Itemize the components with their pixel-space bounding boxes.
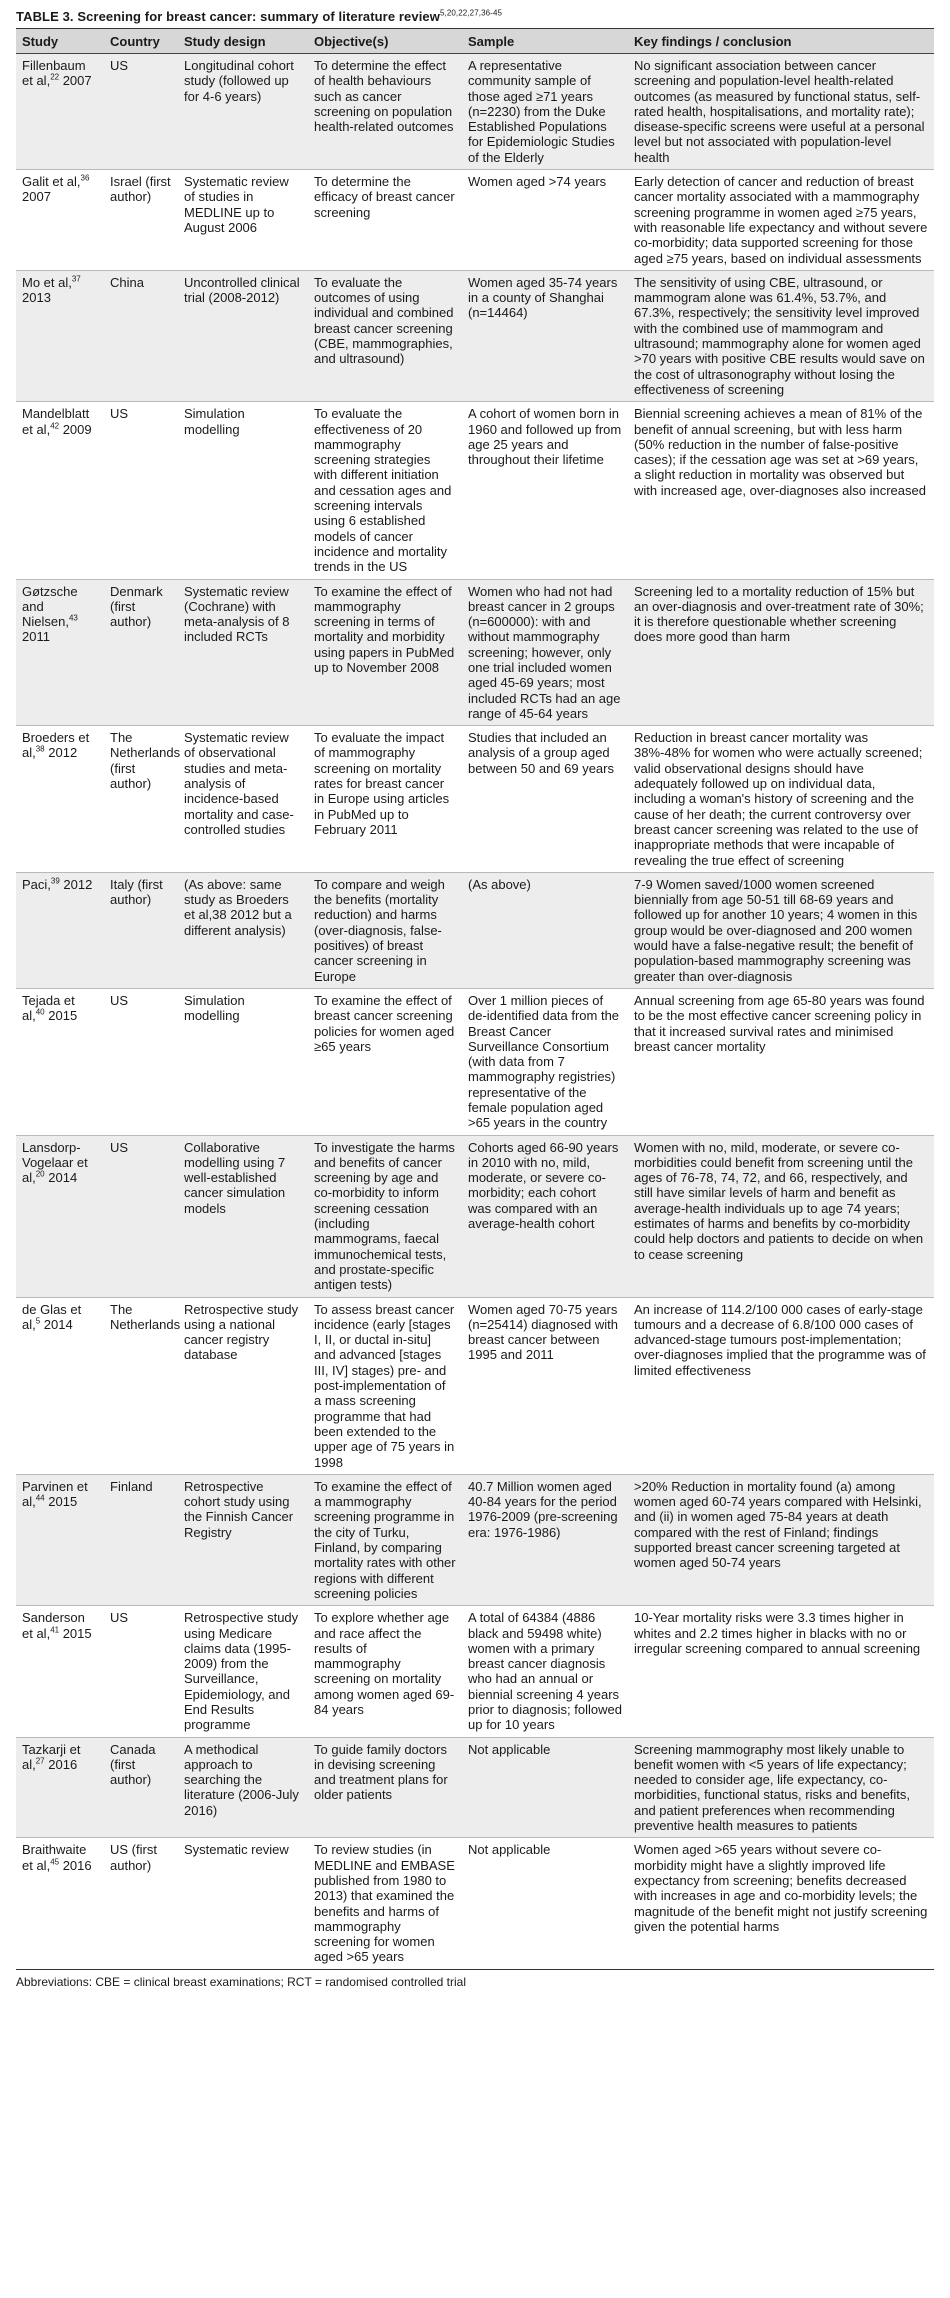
study-year: 2016 xyxy=(44,1756,78,1772)
study-author: Mandelblatt et al, xyxy=(22,406,90,437)
study-cell xyxy=(16,1606,104,1737)
sample-cell: Cohorts aged 66-90 years in 2010 with no, mild, moderate, or severe co-morbidity; each cohort was compared with an average-health cohort xyxy=(462,1135,628,1297)
key-findings-cell: Screening mammography most likely unable to benefit women with <5 years of life expectancy; needed to consider age, life expectancy, co-morbidities, functional status, risks and benefits, and patient preferences when recommending preventive health measures to patients xyxy=(628,1737,934,1838)
study-year: 2016 xyxy=(59,1857,92,1873)
study-design-cell: Retrospective study using Medicare claims data (1995-2009) from the Surveillance, Epidemiology, and End Results programme xyxy=(178,1606,308,1737)
study-reference: 5 xyxy=(35,1316,41,1326)
study-year: 2007 xyxy=(59,73,92,89)
study-year: 2015 xyxy=(44,1494,78,1510)
study-cell xyxy=(16,402,104,579)
key-findings-cell: An increase of 114.2/100 000 cases of early-stage tumours and a decrease of 6.8/100 000 cases of advanced-stage tumours post-implementation; over-diagnoses implied that the programme was of limited effectiveness xyxy=(628,1297,934,1474)
study-cell xyxy=(16,988,104,1135)
study-author: Braithwaite et al, xyxy=(22,1842,87,1873)
objective-cell: To examine the effect of breast cancer screening policies for women aged ≥65 years xyxy=(308,988,462,1135)
study-cell xyxy=(16,1838,104,1969)
caption-text: TABLE 3. Screening for breast cancer: summary of literature review xyxy=(16,9,440,24)
study-year: 2013 xyxy=(22,290,51,306)
objective-cell: To determine the effect of health behaviours such as cancer screening on population health-related outcomes xyxy=(308,54,462,170)
objective-cell: To guide family doctors in devising screening and treatment plans for older patients xyxy=(308,1737,462,1838)
column-header-sample: Sample xyxy=(462,29,628,54)
column-header-objectives: Objective(s) xyxy=(308,29,462,54)
key-findings-cell: 10-Year mortality risks were 3.3 times higher in whites and 2.2 times higher in blacks with no or irregular screening compared to annual screening xyxy=(628,1606,934,1737)
study-year: 2015 xyxy=(59,1625,92,1641)
study-author: Parvinen et al, xyxy=(22,1478,88,1510)
table-row xyxy=(16,726,934,873)
sample-cell: A total of 64384 (4886 black and 59498 white) women with a primary breast cancer diagnosis who had an annual or biennial screening 4 years prior to diagnosis; followed up for 10 years xyxy=(462,1606,628,1737)
sample-cell: 40.7 Million women aged 40-84 years for the period 1976-2009 (pre-screening era: 1976-1986) xyxy=(462,1474,628,1605)
study-design-cell: Systematic review xyxy=(178,1838,308,1969)
study-reference: 36 xyxy=(80,173,90,183)
study-reference: 45 xyxy=(50,1857,60,1867)
study-author: Tejada et al, xyxy=(22,992,75,1024)
study-design-cell: Systematic review (Cochrane) with meta-analysis of 8 included RCTs xyxy=(178,579,308,726)
table-row xyxy=(16,170,934,271)
study-design-cell: Collaborative modelling using 7 well-established cancer simulation models xyxy=(178,1135,308,1297)
study-reference: 42 xyxy=(50,421,60,431)
country-cell: China xyxy=(104,270,178,401)
study-cell xyxy=(16,579,104,726)
sample-cell: Women who had not had breast cancer in 2 groups (n=600000): with and without mammography screening; however, only one trial included women aged 45-69 years; most included RCTs had an age range of 45-64 years xyxy=(462,579,628,726)
sample-cell: Over 1 million pieces of de-identified data from the Breast Cancer Surveillance Consortium (with data from 7 mammography registries) representative of the female population aged >65 years in the country xyxy=(462,988,628,1135)
study-design-cell: Retrospective study using a national cancer registry database xyxy=(178,1297,308,1474)
caption-refs: 5,20,22,27,36-45 xyxy=(439,8,503,18)
study-reference: 38 xyxy=(35,745,45,755)
study-year: 2014 xyxy=(40,1316,73,1332)
table-row xyxy=(16,1838,934,1969)
sample-cell: Not applicable xyxy=(462,1838,628,1969)
objective-cell: To compare and weigh the benefits (mortality reduction) and harms (over-diagnosis, false-positives) of breast cancer screening in Europe xyxy=(308,872,462,988)
table-row xyxy=(16,402,934,579)
country-cell: US xyxy=(104,1135,178,1297)
column-header-study-design: Study design xyxy=(178,29,308,54)
objective-cell: To evaluate the outcomes of using individual and combined breast cancer screening (CBE, mammographies, and ultrasound) xyxy=(308,270,462,401)
objective-cell: To explore whether age and race affect the results of mammography screening on mortality among women aged 69-84 years xyxy=(308,1606,462,1737)
table-row xyxy=(16,1606,934,1737)
study-design-cell: Simulation modelling xyxy=(178,988,308,1135)
study-cell xyxy=(16,54,104,170)
study-author: Gøtzsche and Nielsen, xyxy=(22,583,78,630)
table-row xyxy=(16,1737,934,1838)
country-cell: US (first author) xyxy=(104,1838,178,1969)
key-findings-cell: Screening led to a mortality reduction of 15% but an over-diagnosis and over-treatment rate of 30%; it is therefore questionable whether screening does more good than harm xyxy=(628,579,934,726)
country-cell: The Netherlands (first author) xyxy=(104,726,178,873)
objective-cell: To examine the effect of a mammography screening programme in the city of Turku, Finland, by comparing mortality rates with other regions with different screening policies xyxy=(308,1474,462,1605)
study-year: 2012 xyxy=(44,745,78,761)
study-year: 2015 xyxy=(44,1008,78,1024)
sample-cell: Women aged >74 years xyxy=(462,170,628,271)
study-design-cell: Uncontrolled clinical trial (2008-2012) xyxy=(178,270,308,401)
study-design-cell: (As above: same study as Broeders et al,38 2012 but a different analysis) xyxy=(178,872,308,988)
objective-cell: To evaluate the effectiveness of 20 mammography screening strategies with different initiation and cessation ages and screening intervals using 6 established models of cancer incidence and mortality trends in the US xyxy=(308,402,462,579)
column-header-key-findings: Key findings / conclusion xyxy=(628,29,934,54)
objective-cell: To assess breast cancer incidence (early [stages I, II, or ductal in-situ] and advanced [stages III, IV] stages) pre- and post-implementation of a mass screening programme that had been extended to the upper age of 75 years in 1998 xyxy=(308,1297,462,1474)
study-reference: 39 xyxy=(50,876,60,886)
table-row xyxy=(16,988,934,1135)
study-year: 2014 xyxy=(44,1170,78,1186)
key-findings-cell: The sensitivity of using CBE, ultrasound, or mammogram alone was 61.4%, 53.7%, and 67.3%, respectively; the sensitivity level improved with the combined use of mammogram and ultrasound; mammography alone for women aged >70 years with positive CBE results would save on the cost of ultrasonography without losing the effectiveness of screening xyxy=(628,270,934,401)
objective-cell: To examine the effect of mammography screening in terms of mortality and morbidity using papers in PubMed up to November 2008 xyxy=(308,579,462,726)
study-year: 2007 xyxy=(22,189,51,205)
country-cell: US xyxy=(104,54,178,170)
study-design-cell: Longitudinal cohort study (followed up for 4-6 years) xyxy=(178,54,308,170)
table-row xyxy=(16,54,934,170)
study-reference: 27 xyxy=(35,1756,45,1766)
study-cell xyxy=(16,170,104,271)
study-reference: 37 xyxy=(71,274,81,284)
country-cell: Italy (first author) xyxy=(104,872,178,988)
table-row xyxy=(16,872,934,988)
abbreviations-note: Abbreviations: CBE = clinical breast examinations; RCT = randomised controlled trial xyxy=(16,1974,466,1989)
table-container xyxy=(16,6,934,1989)
study-author: Paci, xyxy=(22,876,51,892)
study-year: 2012 xyxy=(59,876,93,892)
study-author: Tazkarji et al, xyxy=(22,1741,81,1772)
key-findings-cell: Annual screening from age 65-80 years was found to be the most effective cancer screening policy in that it increased survival rates and minimised breast cancer mortality xyxy=(628,988,934,1135)
table-caption xyxy=(16,6,934,28)
objective-cell: To investigate the harms and benefits of cancer screening by age and co-morbidity to inform screening cessation (including mammograms, faecal immunochemical tests, and prostate-specific antigen tests) xyxy=(308,1135,462,1297)
country-cell: The Netherlands xyxy=(104,1297,178,1474)
sample-cell: Women aged 35-74 years in a county of Shanghai (n=14464) xyxy=(462,270,628,401)
country-cell: US xyxy=(104,988,178,1135)
table-row xyxy=(16,579,934,726)
study-cell xyxy=(16,1737,104,1838)
study-design-cell: Systematic review of observational studies and meta-analysis of incidence-based mortality and case-controlled studies xyxy=(178,726,308,873)
objective-cell: To determine the efficacy of breast cancer screening xyxy=(308,170,462,271)
sample-cell: Women aged 70-75 years (n=25414) diagnosed with breast cancer between 1995 and 2011 xyxy=(462,1297,628,1474)
key-findings-cell: >20% Reduction in mortality found (a) among women aged 60-74 years compared with Helsinki, and (ii) in women aged 75-84 years at death compared with the rest of Finland; findings supported breast cancer screening targeted at women aged 50-74 years xyxy=(628,1474,934,1605)
key-findings-cell: 7-9 Women saved/1000 women screened biennially from age 50-51 till 68-69 years and followed up for another 10 years; 4 women in this group would be over-diagnosed and 200 women would have a false-negative result; the benefit of population-based mammography screening was greater than over-diagnosis xyxy=(628,872,934,988)
sample-cell: Studies that included an analysis of a group aged between 50 and 69 years xyxy=(462,726,628,873)
study-reference: 22 xyxy=(50,72,60,82)
study-author: Broeders et al, xyxy=(22,730,90,761)
key-findings-cell: Reduction in breast cancer mortality was 38%-48% for women who were actually screened; valid observational designs should have adequately followed up on individual data, including a woman's history of screening and the cause of her death; the current controversy over breast cancer screening was related to the use of inappropriate methods that were incapable of revealing the true effect of screening xyxy=(628,726,934,873)
sample-cell: A cohort of women born in 1960 and followed up from age 25 years and throughout their lifetime xyxy=(462,402,628,579)
key-findings-cell: Early detection of cancer and reduction of breast cancer mortality associated with a mammography screening programme in women aged ≥75 years, with reasonable life expectancy and without severe co-morbidity; data supported screening for those aged ≥75 years, based on individual assessments xyxy=(628,170,934,271)
study-author: Lansdorp-Vogelaar et al, xyxy=(22,1139,88,1186)
study-cell xyxy=(16,1297,104,1474)
study-author: de Glas et al, xyxy=(22,1301,82,1332)
key-findings-cell: Biennial screening achieves a mean of 81% of the benefit of annual screening, but with less harm (50% reduction in the number of false-positive cases); if the cessation age was set at >69 years, a slight reduction in mortality was observed but with increased age, over-diagnoses also increased xyxy=(628,402,934,579)
study-year: 2011 xyxy=(22,629,50,645)
country-cell: US xyxy=(104,402,178,579)
objective-cell: To review studies (in MEDLINE and EMBASE published from 1980 to 2013) that examined the benefits and harms of mammography screening for women aged >65 years xyxy=(308,1838,462,1969)
study-design-cell: Simulation modelling xyxy=(178,402,308,579)
study-author: Galit et al, xyxy=(22,174,81,190)
literature-review-table xyxy=(16,28,934,1970)
sample-cell: A representative community sample of those aged ≥71 years (n=2230) from the Duke Established Populations for Epidemiologic Studies of the Elderly xyxy=(462,54,628,170)
study-author: Sanderson et al, xyxy=(22,1610,85,1641)
country-cell: US xyxy=(104,1606,178,1737)
study-cell xyxy=(16,270,104,401)
country-cell: Denmark (first author) xyxy=(104,579,178,726)
column-header-country: Country xyxy=(104,29,178,54)
objective-cell: To evaluate the impact of mammography screening on mortality rates for breast cancer in Europe using articles in PubMed up to February 2011 xyxy=(308,726,462,873)
study-author: Fillenbaum et al, xyxy=(22,58,86,89)
table-row xyxy=(16,1474,934,1605)
country-cell: Israel (first author) xyxy=(104,170,178,271)
key-findings-cell: No significant association between cancer screening and population-level health-related outcomes (as measured by functional status, self-rated health, hospitalisations, and mortality rate); disease-specific screens were useful at a personal level but not associated with population-level health xyxy=(628,54,934,170)
study-design-cell: Systematic review of studies in MEDLINE up to August 2006 xyxy=(178,170,308,271)
key-findings-cell: Women aged >65 years without severe co-morbidity might have a slightly improved life expectancy from screening; benefits decreased with increases in age and co-morbidity levels; the magnitude of the benefit might not justify screening given the potential harms xyxy=(628,1838,934,1969)
table-row xyxy=(16,1297,934,1474)
study-reference: 40 xyxy=(35,1007,45,1017)
study-reference: 20 xyxy=(35,1169,45,1179)
study-cell xyxy=(16,872,104,988)
table-row xyxy=(16,1135,934,1297)
study-cell xyxy=(16,726,104,873)
study-design-cell: Retrospective cohort study using the Finnish Cancer Registry xyxy=(178,1474,308,1605)
study-reference: 41 xyxy=(50,1625,60,1635)
study-reference: 43 xyxy=(68,613,78,623)
study-year: 2009 xyxy=(59,421,92,437)
study-cell xyxy=(16,1474,104,1605)
sample-cell: Not applicable xyxy=(462,1737,628,1838)
study-design-cell: A methodical approach to searching the literature (2006-July 2016) xyxy=(178,1737,308,1838)
sample-cell: (As above) xyxy=(462,872,628,988)
table-row xyxy=(16,270,934,401)
study-reference: 44 xyxy=(35,1493,45,1503)
study-author: Mo et al, xyxy=(22,274,72,290)
key-findings-cell: Women with no, mild, moderate, or severe co-morbidities could benefit from screening until the ages of 76-78, 74, 72, and 66, respectively, and still have similar levels of harm and benefit as average-health individuals up to age 74 years; estimates of harms and benefits by co-morbidity could help doctors and patients to decide on when to cease screening xyxy=(628,1135,934,1297)
country-cell: Canada (first author) xyxy=(104,1737,178,1838)
table-header-row xyxy=(16,29,934,54)
column-header-study: Study xyxy=(16,29,104,54)
study-cell xyxy=(16,1135,104,1297)
country-cell: Finland xyxy=(104,1474,178,1605)
